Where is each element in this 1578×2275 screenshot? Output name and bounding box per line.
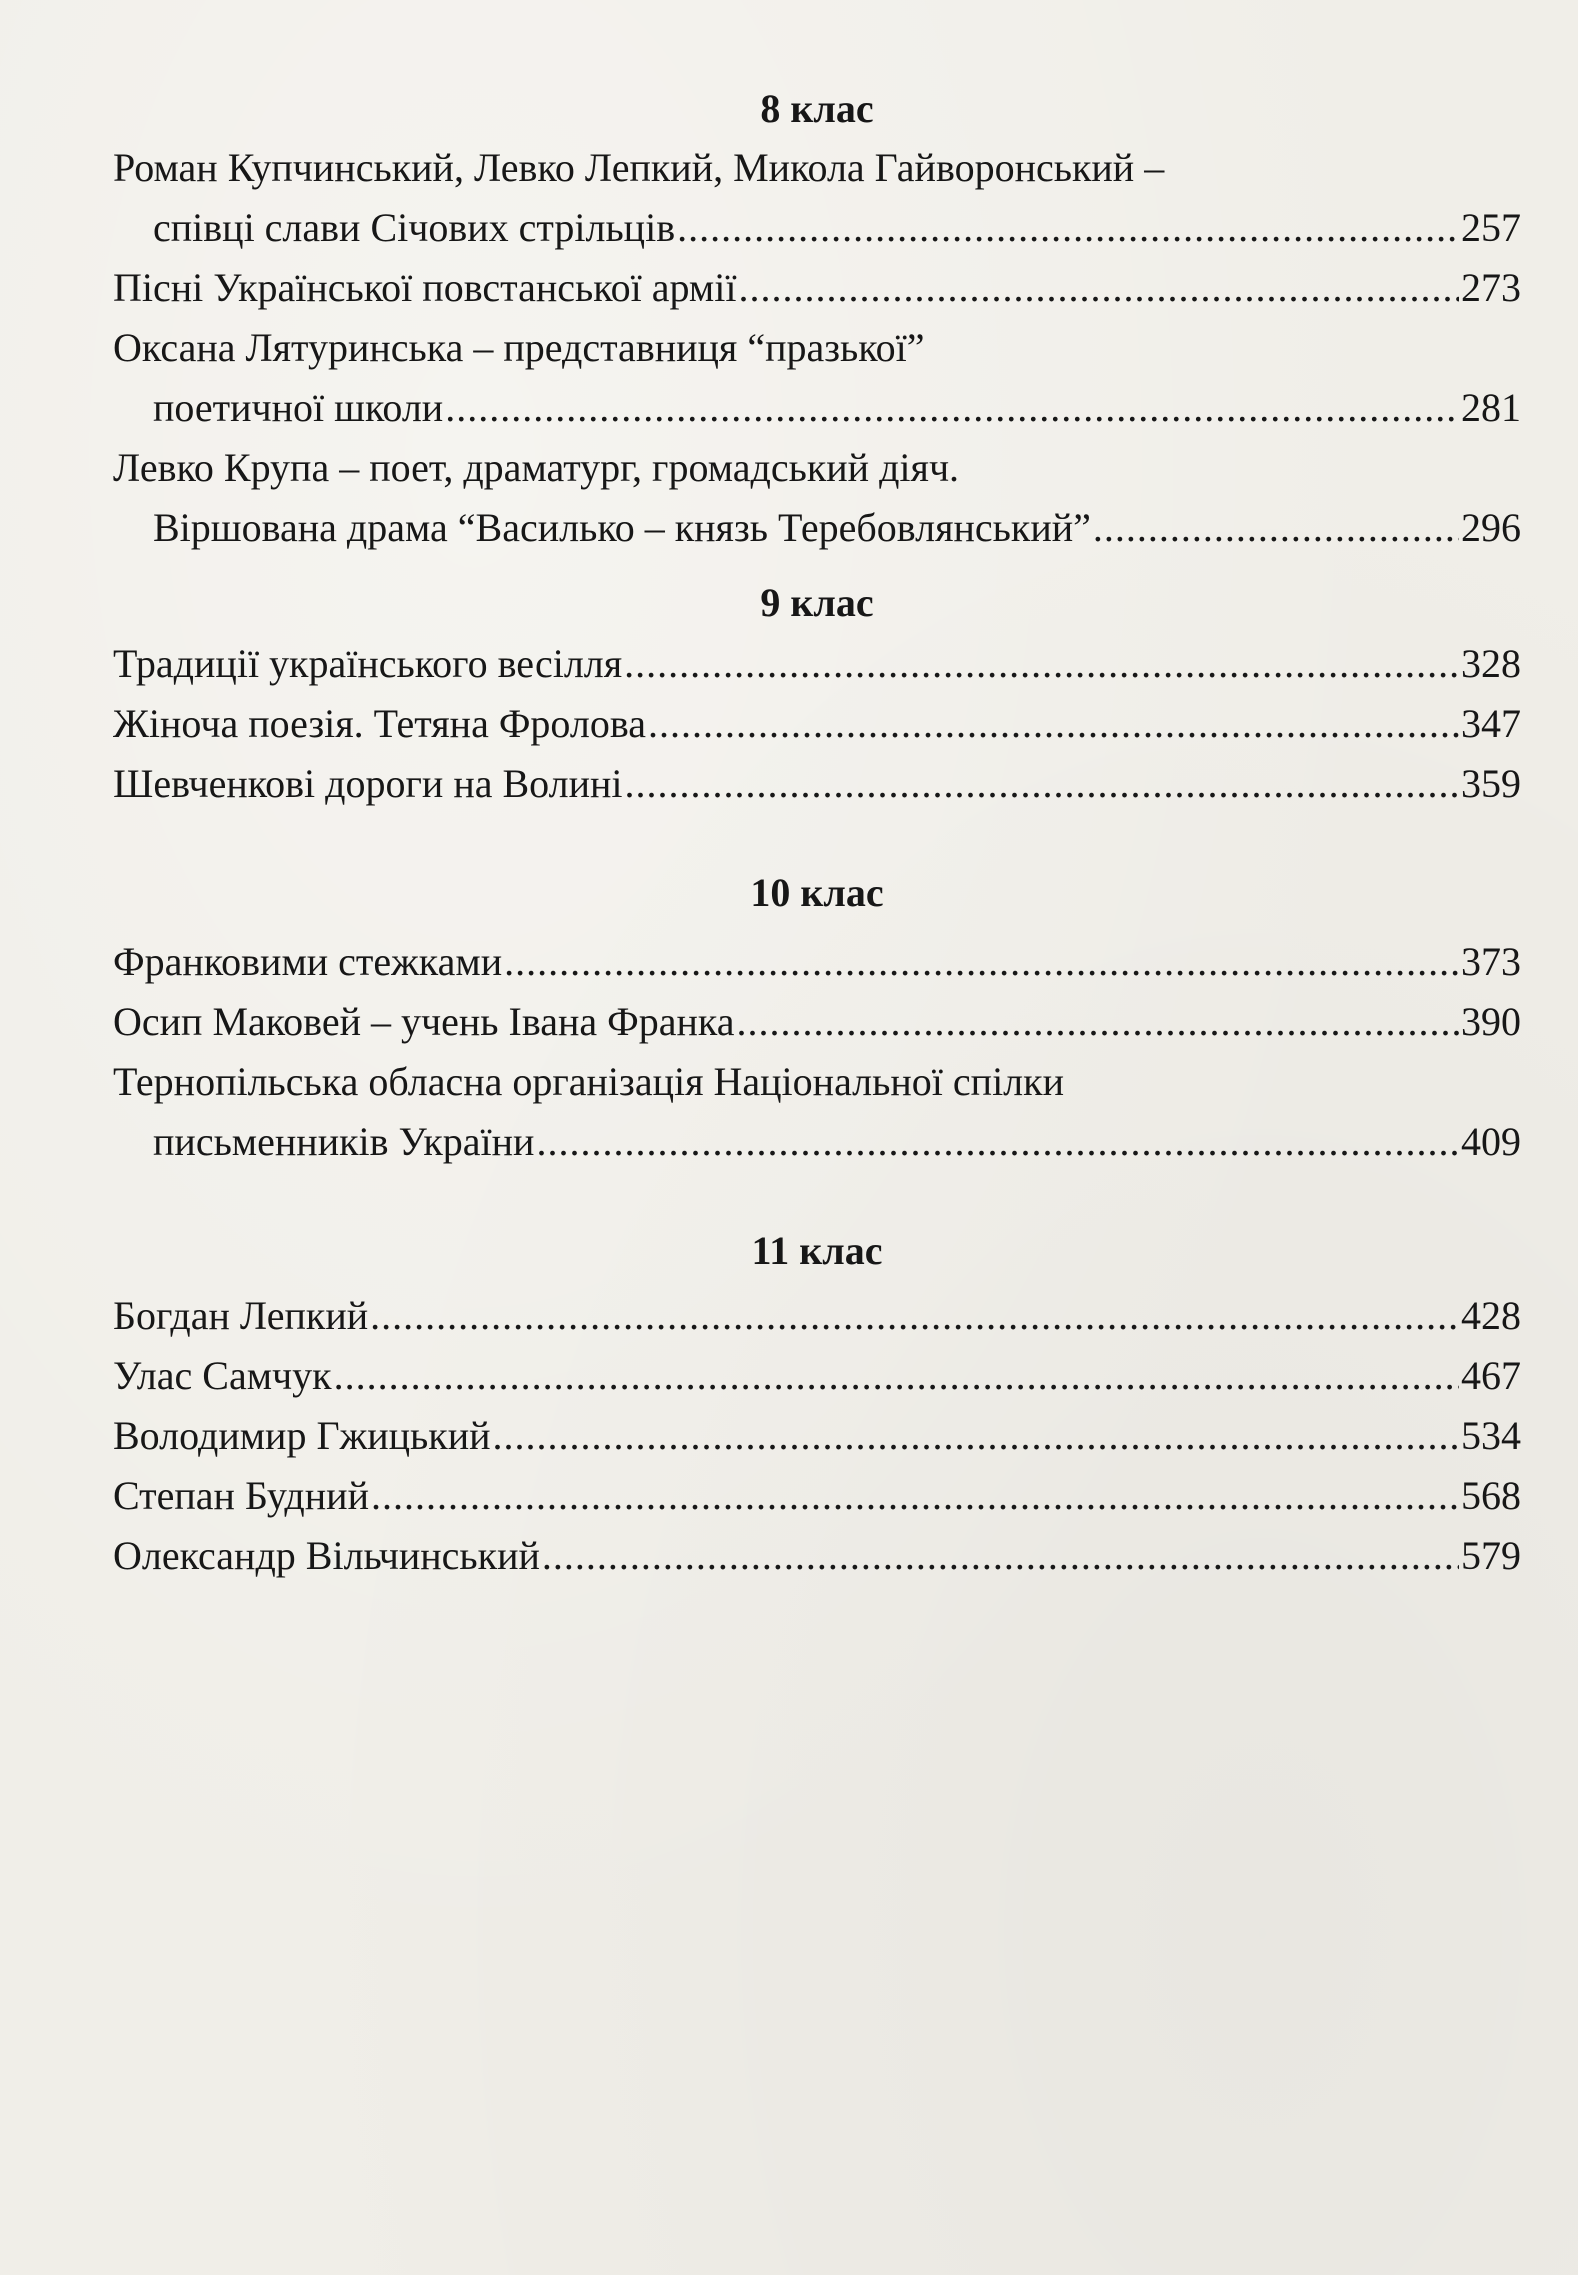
dot-leader [736, 992, 1459, 1052]
dot-leader [1093, 498, 1459, 558]
dot-leader [536, 1112, 1459, 1172]
dot-leader [625, 754, 1459, 814]
page-number: 467 [1461, 1353, 1521, 1398]
page-number: 428 [1461, 1293, 1521, 1338]
dot-leader [738, 258, 1459, 318]
toc-entry-title: Франковими стежками [113, 939, 503, 984]
toc-entry[interactable] [113, 438, 1521, 558]
toc-entry[interactable] [113, 694, 1521, 754]
toc-entry[interactable] [113, 1052, 1521, 1172]
page-number: 281 [1461, 385, 1521, 430]
toc-entry[interactable] [113, 1526, 1521, 1586]
page-number: 373 [1461, 939, 1521, 984]
dot-leader [624, 634, 1459, 694]
dot-leader [542, 1526, 1459, 1586]
toc-entry-title: Улас Самчук [113, 1353, 332, 1398]
table-of-contents [113, 80, 1521, 1586]
toc-entry-title: Степан Будний [113, 1473, 369, 1518]
page-number: 359 [1461, 761, 1521, 806]
toc-entry-title: Віршована драма “Василько – князь Теребовлянський” [153, 505, 1091, 550]
toc-entry[interactable] [113, 318, 1521, 438]
toc-entry-title: Традиції українського весілля [113, 641, 623, 686]
toc-entry-title: Олександр Вільчинський [113, 1533, 540, 1578]
toc-entry[interactable] [113, 992, 1521, 1052]
toc-entry[interactable] [113, 634, 1521, 694]
section-heading-grade-10: 10 клас [750, 870, 884, 915]
dot-leader [371, 1466, 1459, 1526]
toc-entry[interactable] [113, 1466, 1521, 1526]
toc-entry[interactable] [113, 1286, 1521, 1346]
dot-leader [445, 378, 1459, 438]
toc-entry[interactable] [113, 754, 1521, 814]
dot-leader [334, 1346, 1459, 1406]
toc-entry-title-line: Левко Крупа – поет, драматург, громадський діяч. [113, 445, 960, 490]
toc-entry-title: Пісні Української повстанської армії [113, 265, 737, 310]
toc-entry[interactable] [113, 138, 1521, 258]
page-number: 568 [1461, 1473, 1521, 1518]
section-heading-grade-9: 9 клас [760, 580, 874, 625]
dot-leader [370, 1286, 1459, 1346]
toc-entry-title-line: Роман Купчинський, Левко Лепкий, Микола Гайворонський – [113, 145, 1165, 190]
page-number: 328 [1461, 641, 1521, 686]
toc-entry-title: співці слави Січових стрільців [153, 205, 676, 250]
section-list-grade-9 [113, 634, 1521, 814]
toc-entry[interactable] [113, 932, 1521, 992]
section-list-grade-11 [113, 1286, 1521, 1586]
toc-entry-title: Осип Маковей – учень Івана Франка [113, 999, 735, 1044]
toc-entry-title: Богдан Лепкий [113, 1293, 369, 1338]
section-list-grade-8 [113, 138, 1521, 558]
toc-entry[interactable] [113, 1406, 1521, 1466]
toc-entry[interactable] [113, 258, 1521, 318]
section-heading-grade-8: 8 клас [760, 86, 874, 131]
page-number: 534 [1461, 1413, 1521, 1458]
section-heading-grade-11: 11 клас [751, 1228, 883, 1273]
toc-entry-title: Володимир Гжицький [113, 1413, 491, 1458]
page-number: 390 [1461, 999, 1521, 1044]
page-number: 347 [1461, 701, 1521, 746]
page-number: 273 [1461, 265, 1521, 310]
dot-leader [504, 932, 1459, 992]
page-number: 579 [1461, 1533, 1521, 1578]
toc-entry-title-line: Оксана Лятуринська – представниця “празької” [113, 325, 925, 370]
toc-entry-title-line: Тернопільська обласна організація Національної спілки [113, 1059, 1064, 1104]
dot-leader [648, 694, 1459, 754]
toc-entry-title: Жіноча поезія. Тетяна Фролова [113, 701, 646, 746]
dot-leader [677, 198, 1459, 258]
toc-entry[interactable] [113, 1346, 1521, 1406]
page-number: 296 [1461, 505, 1521, 550]
page-number: 257 [1461, 205, 1521, 250]
toc-entry-title: поетичної школи [153, 385, 444, 430]
dot-leader [493, 1406, 1460, 1466]
page-number: 409 [1461, 1119, 1521, 1164]
toc-entry-title: Шевченкові дороги на Волині [113, 761, 623, 806]
toc-entry-title: письменників України [153, 1119, 535, 1164]
section-list-grade-10 [113, 932, 1521, 1172]
